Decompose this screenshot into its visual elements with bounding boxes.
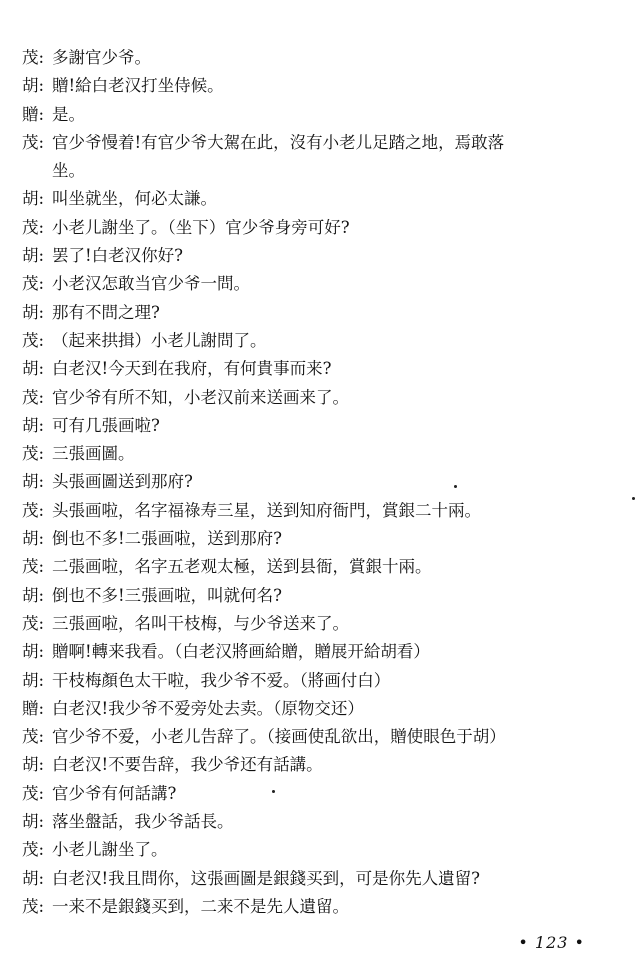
dialogue-line	[22, 893, 622, 921]
speaker-label: 茂:	[22, 500, 45, 520]
speaker-label: 茂:	[22, 217, 45, 237]
speaker-label: 贈:	[22, 104, 45, 124]
print-speck	[272, 790, 275, 793]
dialogue-line	[22, 468, 622, 496]
dialogue-line	[22, 808, 622, 836]
dialogue-line	[22, 582, 622, 610]
line-text: 二張画啦，名字五老观太極，送到县衙，賞銀十兩。	[52, 557, 432, 577]
dialogue-line	[22, 610, 622, 638]
line-text: 头張画圖送到那府?	[52, 472, 193, 492]
dialogue-line	[22, 751, 622, 779]
dialogue-line	[22, 780, 622, 808]
line-text: 白老汉!我少爷不爱旁处去卖。（原物交还）	[52, 698, 364, 718]
dialogue-line	[22, 723, 622, 751]
line-text: 落坐盤話，我少爷話長。	[52, 812, 234, 832]
speaker-label: 茂:	[22, 330, 45, 350]
dialogue-line	[22, 695, 622, 723]
dialogue-line	[22, 355, 622, 383]
speaker-label: 胡:	[22, 529, 45, 549]
speaker-label: 胡:	[22, 472, 45, 492]
page-number: • 123 •	[518, 933, 585, 952]
dialogue-line	[22, 327, 622, 355]
dialogue-line	[22, 497, 622, 525]
dialogue-line	[22, 384, 622, 412]
line-text: 白老汉!不要告辞，我少爷还有話講。	[52, 755, 323, 775]
speaker-label: 茂:	[22, 444, 45, 464]
line-text: 叫坐就坐，何必太謙。	[52, 189, 217, 209]
speaker-label: 贈:	[22, 698, 45, 718]
line-text: 罢了!白老汉你好?	[52, 246, 183, 266]
dialogue-line	[22, 412, 622, 440]
speaker-label: 胡:	[22, 415, 45, 435]
line-text: 小老儿謝坐了。	[52, 840, 168, 860]
line-text: 坐。	[52, 161, 85, 181]
dialogue-line	[22, 129, 622, 157]
line-text: （起来拱揖）小老儿謝問了。	[52, 330, 267, 350]
line-text: 三張画圖。	[52, 444, 135, 464]
line-text: 多謝官少爷。	[52, 48, 151, 67]
line-text: 官少爷有所不知，小老汉前来送画来了。	[52, 387, 349, 407]
line-text: 一来不是銀錢买到，二来不是先人遺留。	[52, 896, 349, 916]
speaker-label: 胡:	[22, 585, 45, 605]
dialogue-line	[22, 865, 622, 893]
speaker-label: 茂:	[22, 840, 45, 860]
speaker-label: 茂:	[22, 132, 45, 152]
speaker-label: 茂:	[22, 557, 45, 577]
dialogue-line	[22, 667, 622, 695]
speaker-label: 茂:	[22, 783, 45, 803]
line-text: 小老儿謝坐了。（坐下）官少爷身旁可好?	[52, 217, 350, 237]
dialogue-line	[22, 638, 622, 666]
dialogue-line	[22, 72, 622, 100]
dialogue-line	[22, 299, 622, 327]
speaker-label: 胡:	[22, 670, 45, 690]
dialogue-line	[22, 553, 622, 581]
print-speck	[632, 497, 635, 500]
speaker-label: 胡:	[22, 246, 45, 266]
speaker-label: 茂:	[22, 896, 45, 916]
speaker-label: 茂:	[22, 274, 45, 294]
dialogue-line	[22, 836, 622, 864]
dialogue-line	[22, 525, 622, 553]
line-text: 干枝梅顏色太干啦，我少爷不爱。（將画付白）	[52, 670, 391, 690]
dialogue-line	[22, 440, 622, 468]
line-text: 白老汉!我且問你，这張画圖是銀錢买到，可是你先人遺留?	[52, 868, 480, 888]
line-text: 是。	[52, 104, 85, 124]
print-speck	[454, 485, 457, 488]
speaker-label: 胡:	[22, 76, 45, 96]
speaker-label: 茂:	[22, 387, 45, 407]
line-text: 可有几張画啦?	[52, 415, 160, 435]
line-text: 白老汉!今天到在我府，有何貴事而来?	[52, 359, 332, 379]
speaker-label: 胡:	[22, 642, 45, 662]
dialogue-line	[22, 242, 622, 270]
dialogue-line-continuation	[22, 157, 622, 185]
dialogue-line	[22, 270, 622, 298]
line-text: 官少爷有何話講?	[52, 783, 177, 803]
line-text: 三張画啦，名叫干枝梅，与少爷送来了。	[52, 613, 349, 633]
line-text: 倒也不多!三張画啦，叫就何名?	[52, 585, 282, 605]
speaker-label: 茂:	[22, 727, 45, 747]
line-text: 官少爷不爱，小老儿告辞了。（接画使乱欲出，贈使眼色于胡）	[52, 727, 506, 747]
line-text: 小老汉怎敢当官少爷一問。	[52, 274, 250, 294]
speaker-label: 胡:	[22, 812, 45, 832]
speaker-label: 胡:	[22, 359, 45, 379]
dialogue-line	[22, 185, 622, 213]
line-text: 倒也不多!二張画啦，送到那府?	[52, 529, 282, 549]
dialogue-line	[22, 101, 622, 129]
speaker-label: 胡:	[22, 189, 45, 209]
line-text: 贈!給白老汉打坐侍候。	[52, 76, 224, 96]
speaker-label: 茂:	[22, 48, 45, 67]
line-text: 头張画啦，名字福祿寿三星，送到知府衙門，賞銀二十兩。	[52, 500, 481, 520]
speaker-label: 胡:	[22, 755, 45, 775]
dialogue-lines	[22, 44, 622, 921]
line-text: 那有不問之理?	[52, 302, 160, 322]
speaker-label: 胡:	[22, 302, 45, 322]
dialogue-line	[22, 44, 622, 72]
line-text: 贈啊!轉来我看。（白老汉將画給贈，贈展开給胡看）	[52, 642, 430, 662]
speaker-label: 茂:	[22, 613, 45, 633]
speaker-label: 胡:	[22, 868, 45, 888]
dialogue-line	[22, 214, 622, 242]
line-text: 官少爷慢着!有官少爷大駕在此，沒有小老儿足踏之地，焉敢落	[52, 132, 505, 152]
